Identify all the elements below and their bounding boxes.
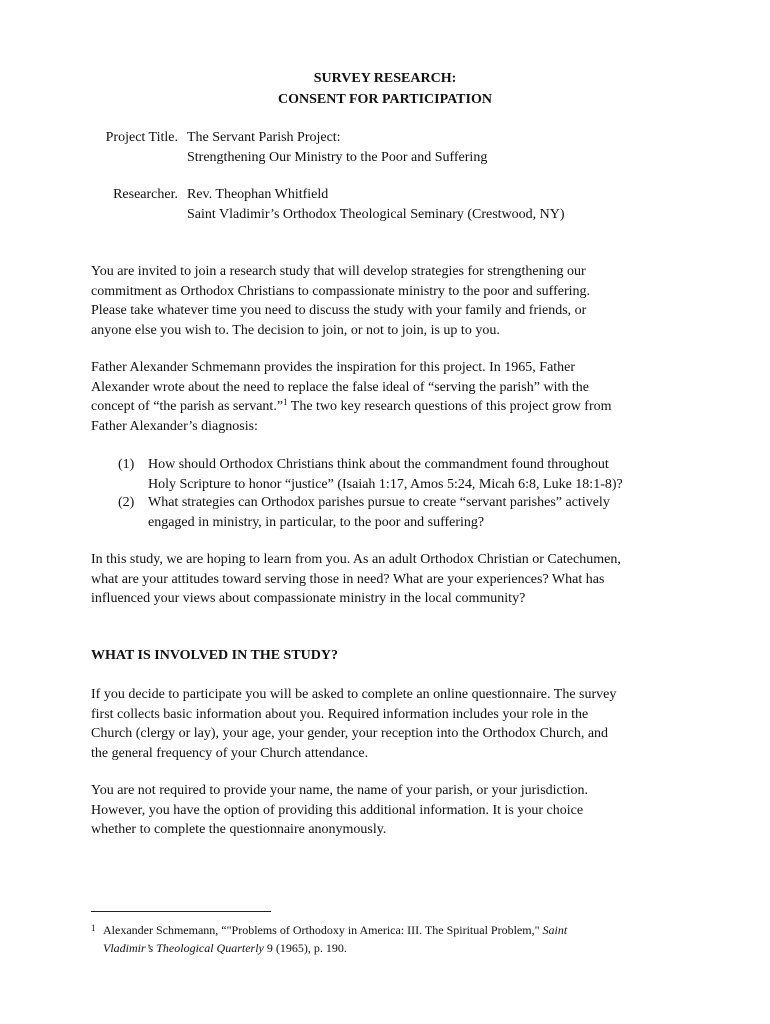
project-title-line-2: Strengthening Our Ministry to the Poor and Suffering — [187, 150, 488, 165]
document-title-line-1: SURVEY RESEARCH: — [313, 71, 457, 86]
paragraph-text: concept of “the parish as servant.” — [91, 399, 284, 414]
paragraph-line: Church (clergy or lay), your age, your gender, your reception into the Orthodox Church, and — [91, 726, 609, 741]
footnote-citation: 9 (1965), p. 190. — [263, 941, 347, 955]
section-heading: WHAT IS INVOLVED IN THE STUDY? — [91, 648, 338, 663]
paragraph-line — [91, 397, 681, 417]
paragraph-line: You are invited to join a research study that will develop strategies for strengthening our — [91, 264, 586, 279]
paragraph-line: influenced your views about compassionate ministry in the local community? — [91, 591, 526, 606]
researcher-name: Rev. Theophan Whitfield — [187, 187, 329, 202]
paragraph-line: first collects basic information about you. Required information includes your role in the — [91, 706, 589, 722]
paragraph-line: In this study, we are hoping to learn from you. As an adult Orthodox Christian or Catechumen, — [91, 552, 621, 567]
footnote-journal: Vladimir’s Theological Quarterly — [103, 941, 264, 955]
footnote-line — [103, 921, 683, 939]
list-line: What strategies can Orthodox parishes pursue to create “servant parishes” actively — [148, 495, 610, 510]
list-number: (2) — [118, 495, 135, 510]
footnote-line — [103, 939, 683, 957]
hoping-paragraph — [91, 550, 681, 609]
paragraph-line: whether to complete the questionnaire anonymously. — [91, 822, 387, 837]
paragraph-line: Please take whatever time you need to discuss the study with your family and friends, or — [91, 303, 587, 318]
researcher-affiliation: Saint Vladimir’s Orthodox Theological Seminary (Crestwood, NY) — [187, 207, 565, 222]
paragraph-line: what are your attitudes toward serving those in need? What are your experiences? What has — [91, 571, 605, 587]
list-line: Holy Scripture to honor “justice” (Isaiah 1:17, Amos 5:24, Micah 6:8, Luke 18:1-8)? — [148, 476, 623, 492]
paragraph-line: anyone else you wish to. The decision to join, or not to join, is up to you. — [91, 322, 500, 338]
researcher-label: Researcher. — [113, 187, 178, 202]
footnote-number: 1 — [91, 923, 96, 933]
list-line: How should Orthodox Christians think about the commandment found throughout — [148, 457, 609, 472]
paragraph-line: Father Alexander’s diagnosis: — [91, 418, 258, 434]
footnote-text — [103, 921, 683, 957]
project-title-line-1: The Servant Parish Project: — [187, 130, 341, 145]
document-title-line-2: CONSENT FOR PARTICIPATION — [278, 92, 492, 107]
paragraph-line: If you decide to participate you will be asked to complete an online questionnaire. The survey — [91, 687, 617, 702]
involvement-paragraph — [91, 685, 681, 763]
paragraph-line: the general frequency of your Church attendance. — [91, 745, 369, 761]
list-line: engaged in ministry, in particular, to the poor and suffering? — [148, 514, 485, 530]
footnote-citation: Alexander Schmemann, “"Problems of Orthodoxy in America: III. The Spiritual Problem," — [103, 923, 543, 937]
list-text — [148, 455, 688, 494]
paragraph-line: Father Alexander Schmemann provides the inspiration for this project. In 1965, Father — [91, 360, 576, 375]
intro-paragraph — [91, 262, 681, 340]
paragraph-line: Alexander wrote about the need to replace the false ideal of “serving the parish” with the — [91, 379, 589, 395]
anonymity-paragraph — [91, 781, 681, 840]
footnote-divider — [91, 911, 271, 912]
paragraph-line: You are not required to provide your name, the name of your parish, or your jurisdiction. — [91, 783, 589, 798]
project-title-label: Project Title. — [105, 130, 178, 145]
footnote-reference[interactable]: 1 — [283, 397, 288, 407]
footnote-journal: Saint — [542, 923, 568, 937]
paragraph-text: The two key research questions of this project grow from — [287, 399, 612, 414]
inspiration-paragraph — [91, 358, 681, 436]
list-number: (1) — [118, 457, 135, 472]
paragraph-line: commitment as Orthodox Christians to compassionate ministry to the poor and suffering. — [91, 283, 591, 299]
list-text — [148, 493, 688, 532]
paragraph-line: However, you have the option of providing this additional information. It is your choice — [91, 802, 584, 818]
